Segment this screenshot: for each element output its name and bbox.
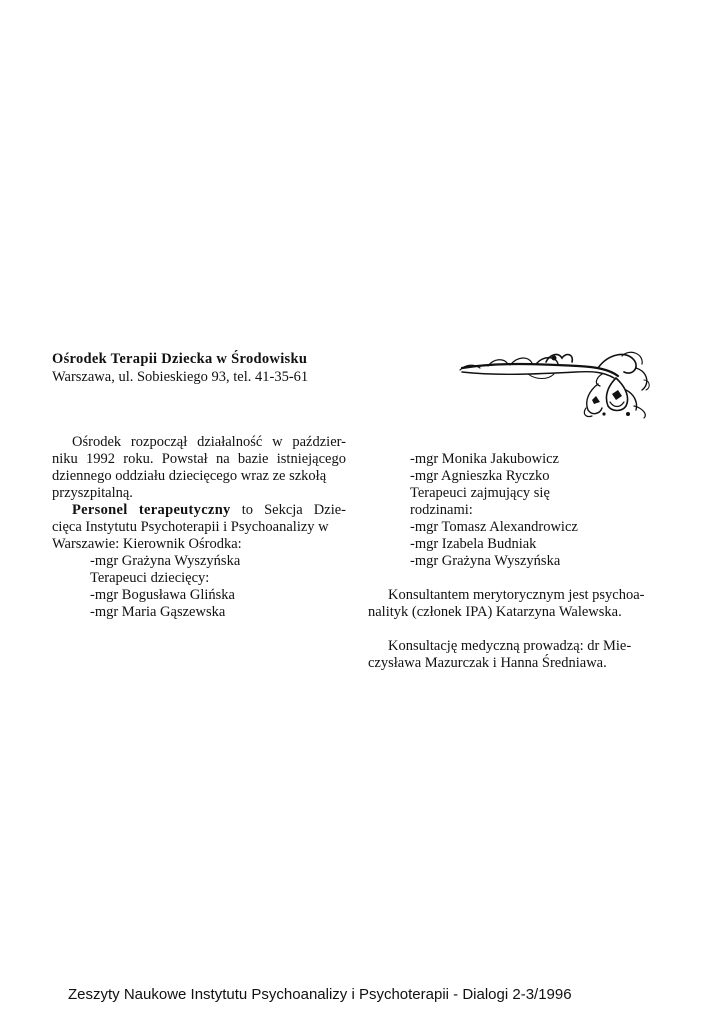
medical-line: Konsultację medyczną prowadzą: dr Mie-	[388, 638, 632, 654]
medical-line: czysława Mazurczak i Hanna Średniawa.	[368, 655, 607, 671]
list-item: -mgr Maria Gąszewska	[90, 604, 226, 620]
consultant-line: nalityk (członek IPA) Katarzyna Walewska.	[368, 604, 622, 620]
consultant-line: Konsultantem merytorycznym jest psychoa-	[388, 587, 645, 603]
institution-address: Warszawa, ul. Sobieskiego 93, tel. 41-35-61	[52, 369, 309, 385]
list-item: -mgr Monika Jakubowicz	[410, 451, 559, 467]
list-item: rodzinami:	[410, 502, 473, 518]
staff-list-left	[52, 553, 346, 621]
right-column	[368, 451, 652, 672]
personnel-line: cięca Instytutu Psychoterapii i Psychoanalizy w	[52, 519, 329, 535]
personnel-line-rest: to Sekcja Dzie-	[230, 502, 346, 518]
medical-paragraph	[368, 638, 652, 655]
floral-ornament-icon	[458, 350, 652, 420]
list-item: Terapeuci zajmujący się	[410, 485, 550, 501]
list-item: -mgr Izabela Budniak	[410, 536, 537, 552]
consultant-paragraph	[368, 587, 652, 604]
personnel-paragraph	[52, 502, 346, 536]
journal-footer: Zeszyty Naukowe Instytutu Psychoanalizy i Psychoterapii - Dialogi 2-3/1996	[68, 986, 572, 1003]
list-item: -mgr Grażyna Wyszyńska	[410, 553, 561, 569]
list-item: -mgr Bogusława Glińska	[90, 587, 235, 603]
list-item: -mgr Grażyna Wyszyńska	[90, 553, 241, 569]
staff-list-right	[368, 451, 652, 570]
left-column	[52, 434, 346, 621]
list-item: -mgr Agnieszka Ryczko	[410, 468, 550, 484]
intro-line: niku 1992 roku. Powstał na bazie istniejącego	[52, 451, 346, 467]
personnel-line: Warszawie: Kierownik Ośrodka:	[52, 536, 242, 552]
intro-line: przyszpitalną.	[52, 485, 133, 501]
intro-line: Ośrodek rozpoczął działalność w paździer-	[72, 434, 346, 450]
intro-line: dziennego oddziału dziecięcego wraz ze szkołą	[52, 468, 327, 484]
article-header	[52, 350, 412, 386]
list-item: Terapeuci dziecięcy:	[90, 570, 210, 586]
list-item: -mgr Tomasz Alexandrowicz	[410, 519, 578, 535]
institution-title: Ośrodek Terapii Dziecka w Środowisku	[52, 351, 308, 367]
personnel-label: Personel terapeutyczny	[72, 502, 231, 518]
intro-paragraph	[52, 434, 346, 485]
